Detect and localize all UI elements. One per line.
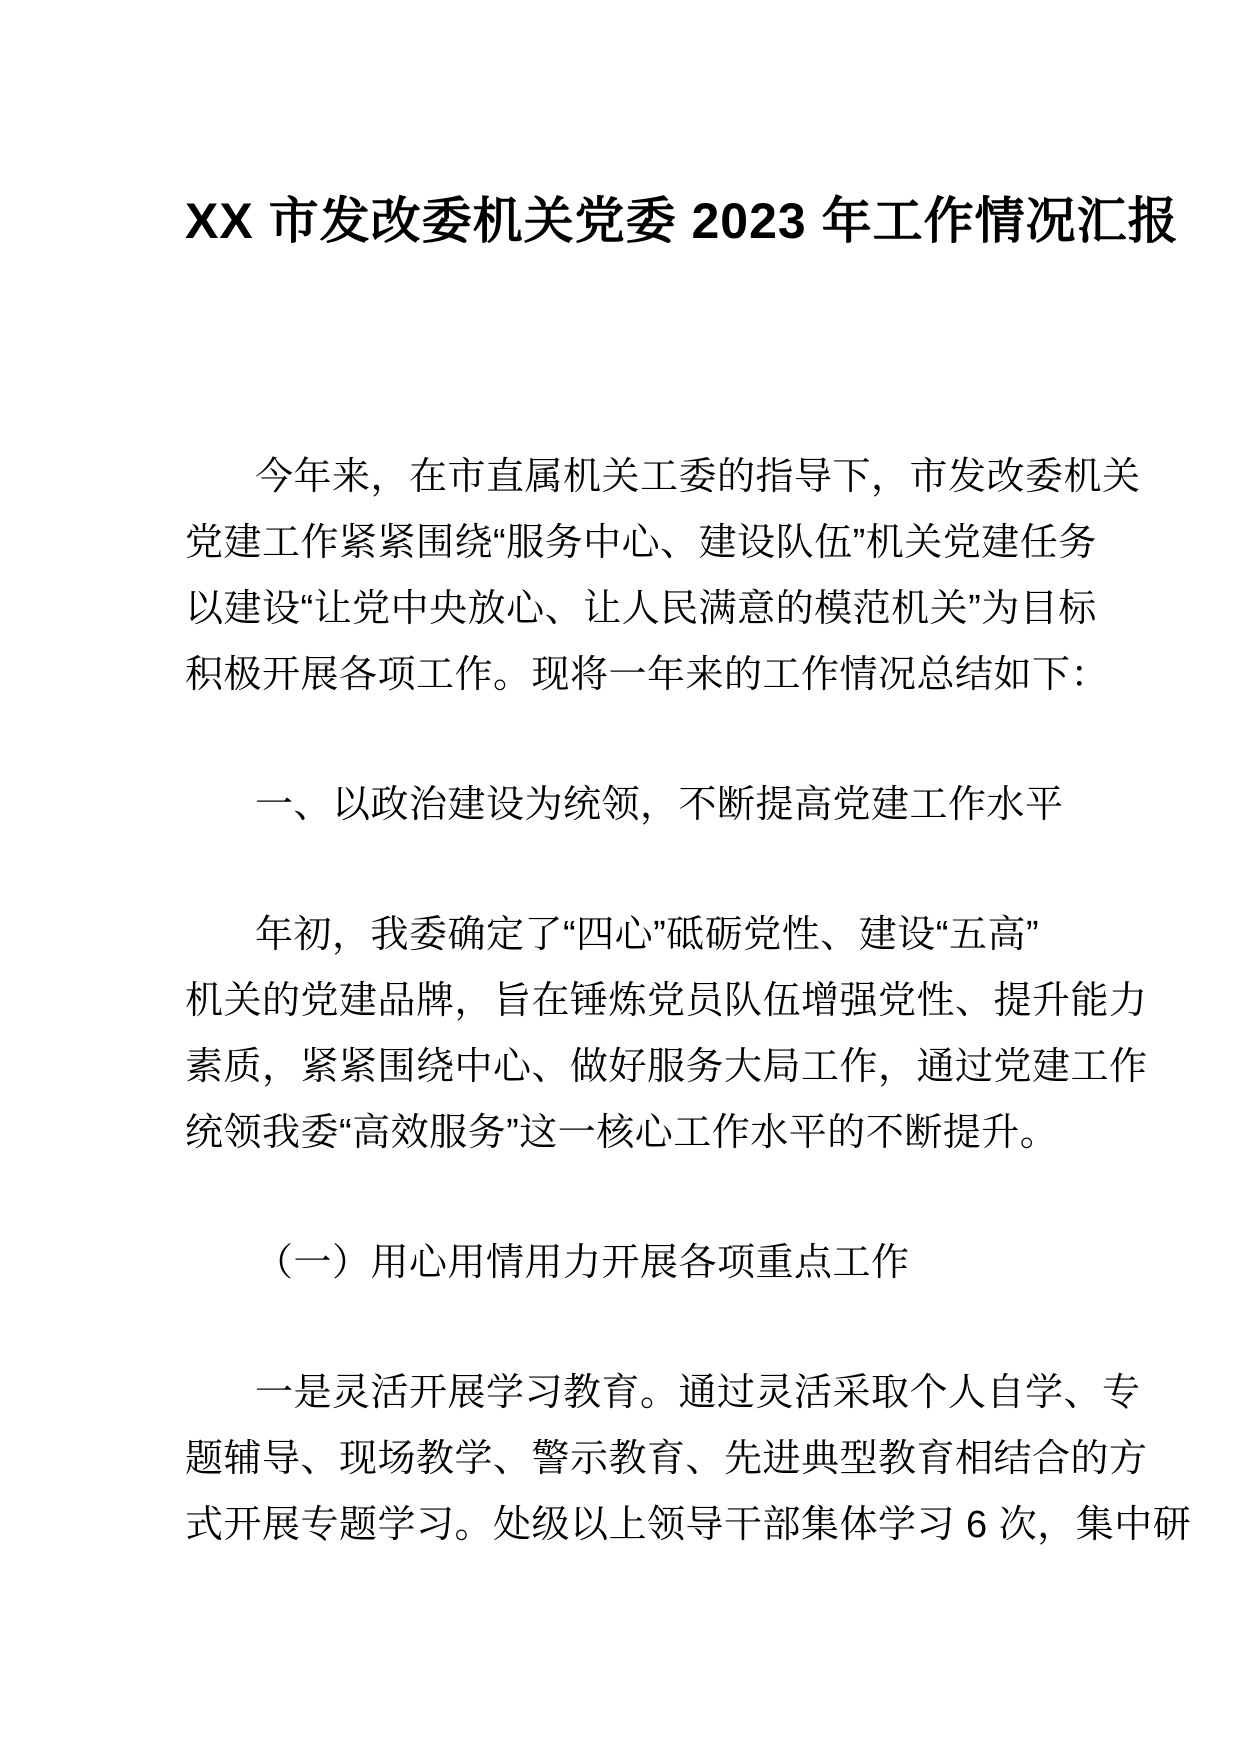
text-line: 年初，我委确定了“四心”砥砺党性、建设“五高” (255, 914, 1040, 956)
text-line: 题辅导、现场教学、警示教育、先进典型教育相结合的方 (185, 1438, 1148, 1480)
text-line: 机关的党建品牌，旨在锤炼党员队伍增强党性、提升能力 (185, 980, 1148, 1022)
text-line: 积极开展各项工作。现将一年来的工作情况总结如下： (185, 654, 1110, 696)
text-line: 以建设“让党中央放心、让人民满意的模范机关”为目标 (185, 588, 1097, 630)
text-line: 党建工作紧紧围绕“服务中心、建设队伍”机关党建任务 (185, 522, 1097, 564)
paragraph-intro (185, 444, 1141, 708)
text-line: 一是灵活开展学习教育。通过灵活采取个人自学、专 (255, 1372, 1141, 1414)
paragraph-study (185, 1360, 1192, 1558)
heading-text: （一）用心用情用力开展各项重点工作 (255, 1242, 910, 1284)
text-line: 今年来，在市直属机关工委的指导下，市发改委机关 (255, 456, 1141, 498)
section-heading-2 (185, 1230, 1087, 1296)
document-title: XX 市发改委机关党委 2023 年工作情况汇报 (185, 193, 1179, 249)
heading-text: 一、以政治建设为统领，不断提高党建工作水平 (255, 784, 1064, 826)
text-line: 统领我委“高效服务”这一核心工作水平的不断提升。 (185, 1112, 1059, 1154)
section-heading-1 (185, 772, 1087, 838)
text-line: 素质，紧紧围绕中心、做好服务大局工作，通过党建工作 (185, 1046, 1148, 1088)
text-line: 式开展专题学习。处级以上领导干部集体学习 6 次，集中研 (185, 1504, 1192, 1546)
paragraph-brand (185, 902, 1148, 1166)
